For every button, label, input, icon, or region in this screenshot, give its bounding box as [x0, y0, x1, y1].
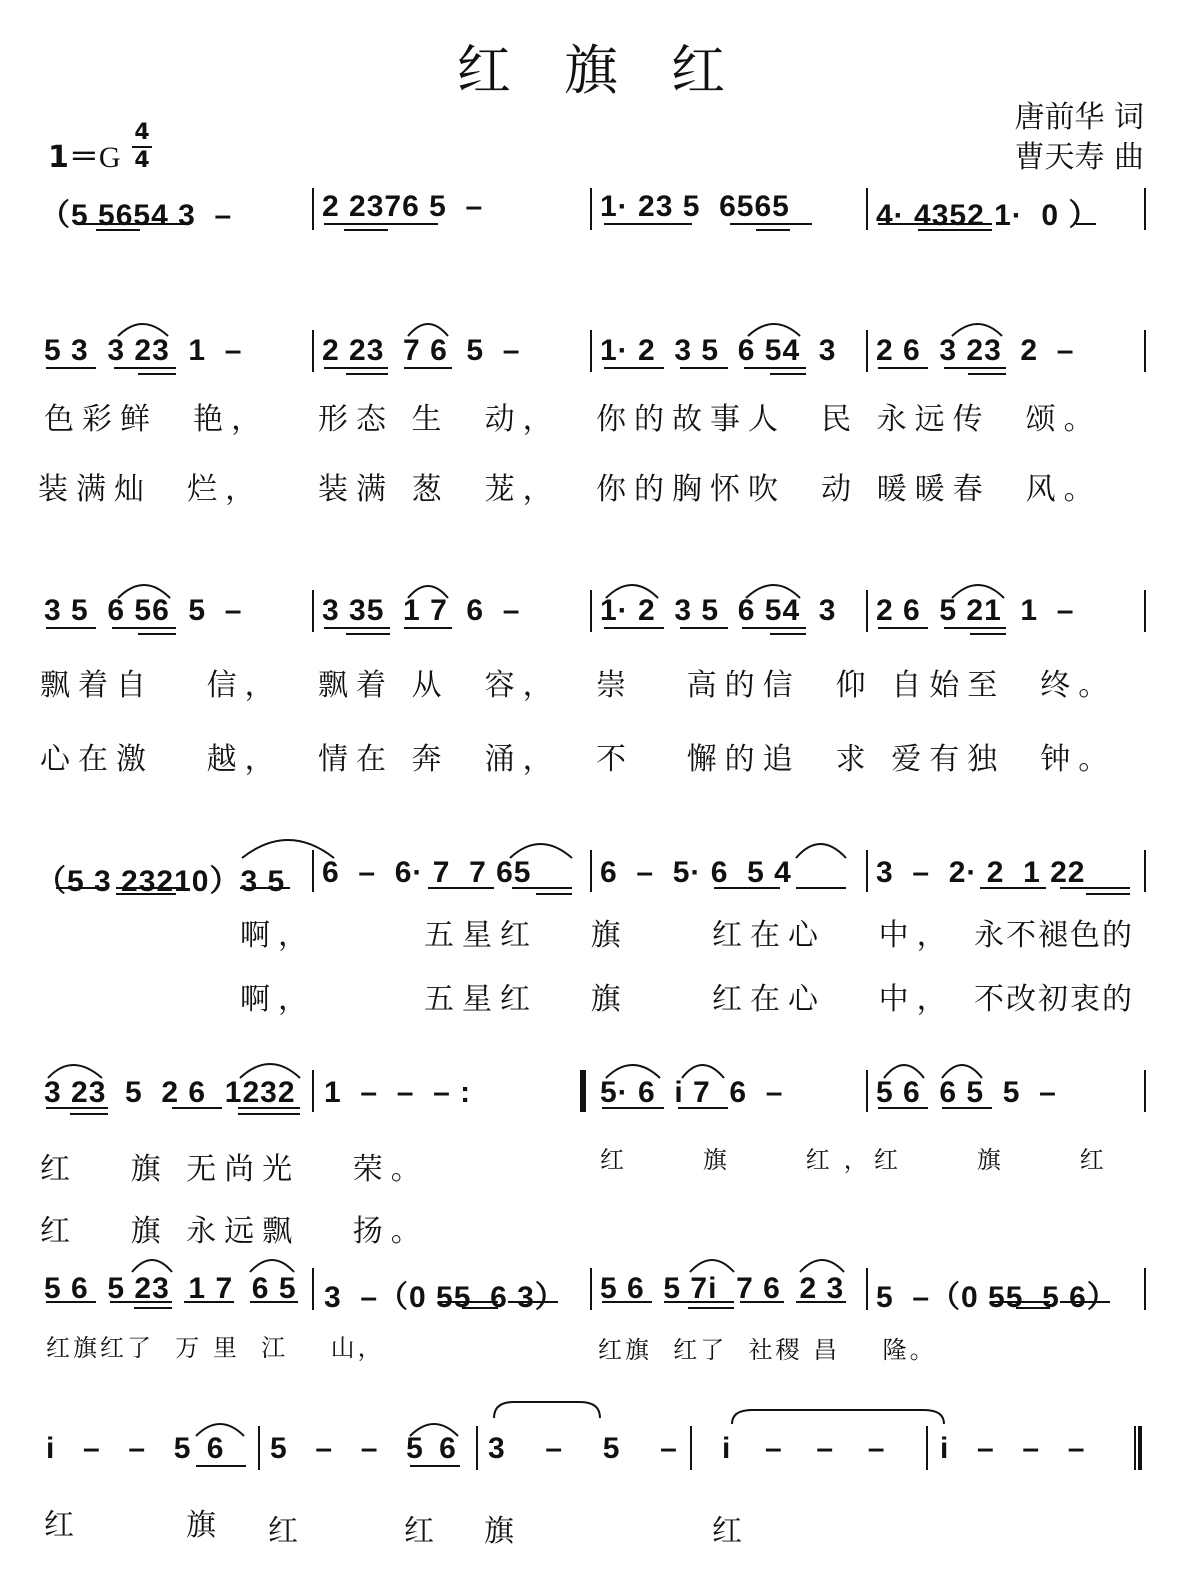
measure-15: 6 – 5· 6 5 4 — [600, 856, 792, 889]
measure-6: 2 23 7 6 5 – — [322, 334, 521, 367]
lyric-end-1: 红 — [44, 1508, 82, 1543]
measure-26: 5 – – 5 6 — [270, 1432, 460, 1465]
lyric-end-2: 旗 — [186, 1508, 224, 1543]
key-label: 1＝ — [48, 140, 99, 175]
slur — [800, 1260, 844, 1272]
lyric-v2-3: 你的胸怀吹 动 暖暖春 风。 — [596, 472, 1102, 507]
lyric-tag-1: 红旗红了 万 里 江 山， — [46, 1334, 385, 1362]
song-title: 红 旗 红 — [456, 39, 744, 102]
measure-9: 3 5 6 56 5 – — [44, 594, 243, 627]
lyric-c2-4: 不改初衷的 — [974, 982, 1134, 1017]
measure-18: 1 – – – : — [324, 1076, 472, 1109]
lyric-c1-4: 永不褪色的 — [974, 918, 1134, 953]
lyricist-credit: 唐前华 词 — [1014, 100, 1144, 135]
measure-28: i – – – — [722, 1432, 891, 1465]
measure-7: 1· 2 3 5 6 54 3 — [600, 334, 837, 367]
lyric-c1-7: 红 旗 红 — [874, 1146, 1118, 1174]
lyric-v2-5: 情在 奔 涌， — [318, 742, 561, 777]
measure-14: 6 – 6· 7 7 65 — [322, 856, 532, 889]
measure-3: 1· 23 5 6565 — [600, 190, 790, 223]
time-top: 4 — [134, 120, 150, 145]
lyric-v2-4: 心在激 越， — [40, 742, 283, 777]
measure-22: 3 –（0 55 6 3） — [324, 1281, 566, 1314]
key-tonic: G — [98, 141, 121, 174]
lyric-v1-5: 飘着 从 容， — [318, 668, 561, 703]
measure-23: 5 6 5 7i 7 6 2 3 — [600, 1272, 845, 1305]
lyric-v2-1: 装满灿 烂， — [38, 472, 264, 507]
measure-24: 5 –（0 55 5 6） — [876, 1281, 1118, 1314]
slur — [250, 1260, 294, 1272]
lyric-c1-3: 红在心 中， — [712, 918, 955, 953]
measure-25: i – – 5 6 — [46, 1432, 228, 1465]
measure-4: 4· 4352 1· 0 ） — [876, 199, 1100, 232]
lyric-c1-6: 红 旗 红， — [600, 1146, 882, 1174]
lyric-c2-5: 红 旗 永远飘 扬。 — [40, 1214, 429, 1249]
measure-5: 5 3 3 23 1 – — [44, 334, 243, 367]
lyric-c1-2: 五星红 旗 — [424, 918, 629, 953]
lyric-c2-2: 五星红 旗 — [424, 982, 629, 1017]
slur — [796, 844, 846, 858]
lyric-v2-6: 不 懈的追 求 爱有独 钟。 — [596, 742, 1117, 777]
time-bottom: 4 — [134, 148, 150, 173]
measure-19: 5· 6 i 7 6 – — [600, 1076, 784, 1109]
time-signature — [132, 120, 152, 174]
measure-12: 2 6 5 21 1 – — [876, 594, 1075, 627]
measure-20: 5 6 6 5 5 – — [876, 1076, 1057, 1109]
composer-credit: 曹天寿 曲 — [1014, 140, 1144, 175]
lyric-c2-1: 啊， — [240, 982, 316, 1017]
lyric-c1-5: 红 旗 无尚光 荣。 — [40, 1152, 429, 1187]
lyric-end-4: 红 — [404, 1514, 442, 1549]
lyric-v1-3: 你的故事人 民 永远传 颂。 — [596, 402, 1102, 437]
measure-1: （5 5654 3 – — [40, 199, 233, 232]
lyric-end-5: 旗 — [484, 1514, 522, 1549]
lyric-v1-6: 崇 高的信 仰 自始至 终。 — [596, 668, 1117, 703]
lyric-v1-1: 色彩鲜 艳， — [44, 402, 270, 437]
slur — [132, 1260, 172, 1272]
lyric-v2-2: 装满 葱 茏， — [318, 472, 561, 507]
measure-21: 5 6 5 23 1 7 6 5 — [44, 1272, 297, 1305]
tie — [494, 1402, 600, 1418]
measure-2: 2 2376 5 – — [322, 190, 484, 223]
measure-17: 3 23 5 2 6 1232 — [44, 1076, 296, 1109]
measure-13: （5 3 23210）3 5 — [36, 865, 286, 898]
measure-10: 3 35 1 7 6 – — [322, 594, 521, 627]
measure-8: 2 6 3 23 2 – — [876, 334, 1075, 367]
lyric-end-3: 红 — [268, 1514, 306, 1549]
key-signature — [48, 132, 121, 176]
lyric-end-6: 红 — [712, 1514, 750, 1549]
slur — [690, 1260, 734, 1272]
tie — [732, 1410, 944, 1424]
measure-11: 1· 2 3 5 6 54 3 — [600, 594, 837, 627]
measure-27: 3 – 5 – — [488, 1432, 685, 1465]
measure-16: 3 – 2· 2 1 22 — [876, 856, 1086, 889]
lyric-v1-2: 形态 生 动， — [318, 402, 561, 437]
lyric-tag-2: 红旗 红了 社稷 昌 隆。 — [598, 1336, 937, 1364]
lyric-c2-3: 红在心 中， — [712, 982, 955, 1017]
lyric-v1-4: 飘着自 信， — [40, 668, 283, 703]
measure-29: i – – – — [940, 1432, 1089, 1465]
lyric-c1-1: 啊， — [240, 918, 316, 953]
